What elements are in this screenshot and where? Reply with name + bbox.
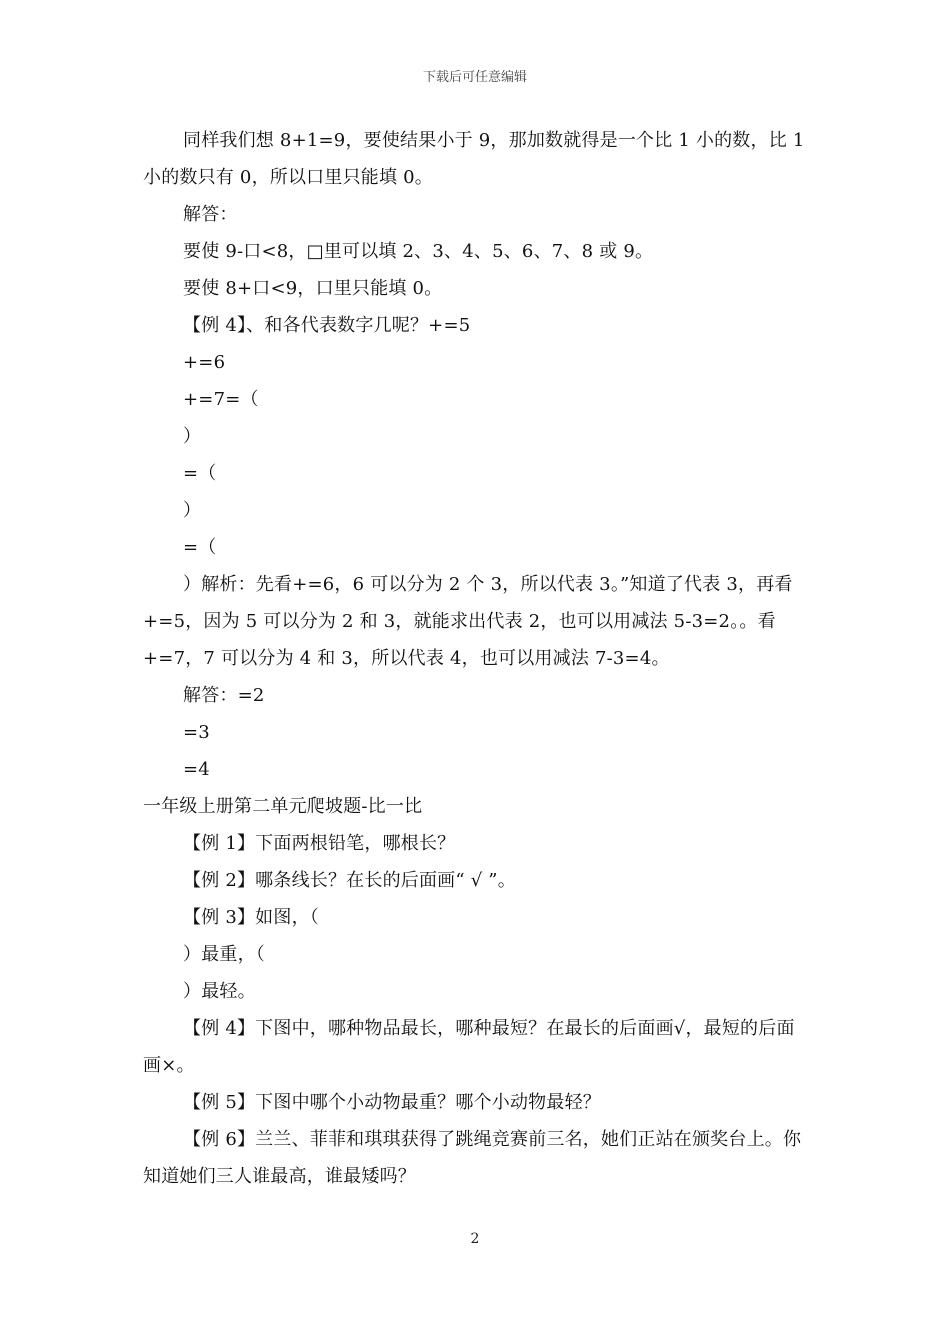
document-body [143, 122, 808, 1195]
paragraph: 【例 4】下图中，哪种物品最长，哪种最短？在最长的后面画√，最短的后面画×。 [143, 1018, 795, 1076]
section-heading: 一年级上册第二单元爬坡题-比一比 [143, 796, 423, 817]
paragraph: 【例 4】、和各代表数字几呢？+=5 [183, 315, 471, 336]
paragraph: 要使 8+口<9，口里只能填 0。 [183, 278, 443, 299]
paragraph: 【例 5】下图中哪个小动物最重？哪个小动物最轻？ [183, 1092, 601, 1113]
paragraph: =4 [183, 759, 210, 780]
paragraph: =3 [183, 722, 210, 743]
paragraph: +=7=（ [183, 389, 259, 410]
paragraph: 【例 6】兰兰、菲菲和琪琪获得了跳绳竞赛前三名，她们正站在颁奖台上。你知道她们三人谁最高，谁最矮吗？ [143, 1129, 802, 1187]
page-header: 下载后可任意编辑 [422, 70, 527, 85]
paragraph: =（ [183, 537, 217, 558]
paragraph: ） [183, 500, 202, 521]
paragraph: 【例 3】如图，（ [183, 907, 319, 928]
paragraph: 【例 1】下面两根铅笔，哪根长？ [183, 833, 456, 854]
paragraph: 解答： [183, 204, 238, 225]
paragraph: ）最轻。 [183, 981, 256, 1002]
paragraph: 【例 2】哪条线长？在长的后面画“ √ ”。 [183, 870, 516, 891]
paragraph: 解答：=2 [183, 685, 265, 706]
paragraph: ）解析：先看+=6，6 可以分为 2 个 3，所以代表 3。”知道了代表 3，再看+=5，因为 5 可以分为 2 和 3，就能求出代表 2，也可以用减法 5-3=2。。看+=7，7 可以分为 4 和 3，所以代表 4，也可以用减法 7-3=4。 [143, 574, 793, 669]
paragraph: 同样我们想 8+1=9，要使结果小于 9，那加数就得是一个比 1 小的数，比 1 小的数只有 0，所以口里只能填 0。 [143, 130, 805, 188]
paragraph: ）最重，（ [183, 944, 265, 965]
paragraph: =（ [183, 463, 217, 484]
paragraph: 要使 9-口<8，□里可以填 2、3、4、5、6、7、8 或 9。 [183, 241, 654, 262]
paragraph: +=6 [183, 352, 226, 373]
page-number: 2 [470, 1231, 480, 1247]
paragraph: ） [183, 426, 202, 447]
